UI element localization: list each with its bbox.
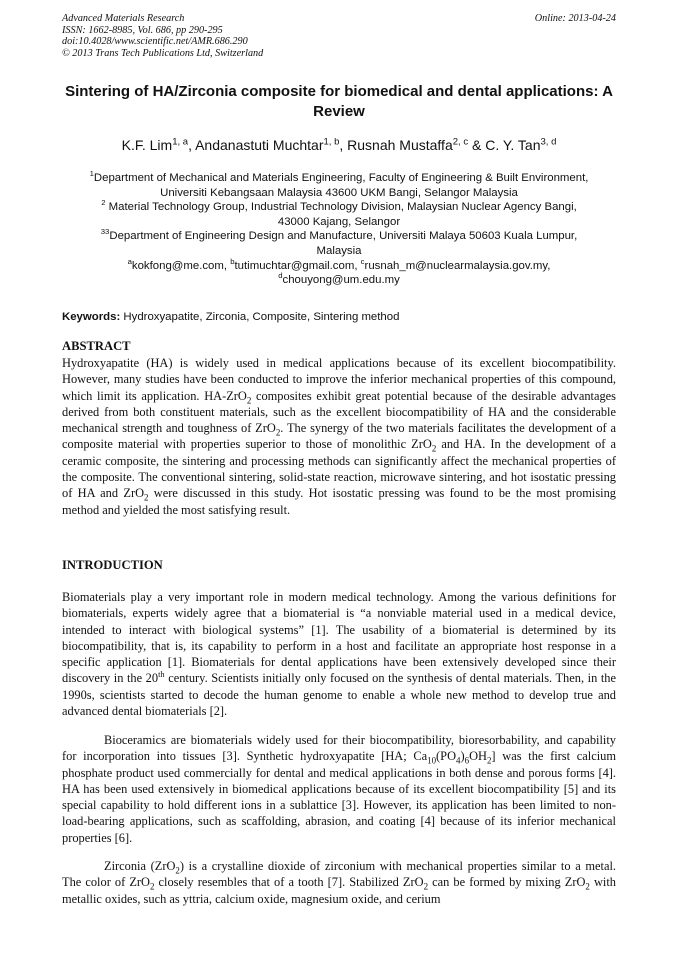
paragraph-text: (PO bbox=[436, 749, 457, 764]
subscript: 2 bbox=[431, 443, 437, 454]
subscript: 2 bbox=[149, 881, 155, 892]
email-marker: d bbox=[278, 271, 283, 281]
subscript: 2 bbox=[275, 427, 281, 438]
subscript: 10 bbox=[427, 755, 437, 766]
paragraph-text: with metallic oxides, such as yttria, calcium oxide, magnesium oxide, and cerium bbox=[62, 875, 616, 906]
subscript: 6 bbox=[464, 755, 470, 766]
subscript: 2 bbox=[175, 865, 180, 876]
affiliation-marker: 2 bbox=[101, 198, 106, 208]
keywords-text: Hydroxyapatite, Zirconia, Composite, Sintering method bbox=[120, 311, 400, 323]
superscript: th bbox=[158, 669, 165, 680]
author-sep: , bbox=[339, 137, 348, 153]
abstract-text: composites exhibit great potential because of the desirable advantages derived from both constituent materials, such as the excellent biocompatibility of HA and the considerable mechanical strength and toughness of ZrO bbox=[62, 388, 616, 436]
affiliation-3 bbox=[62, 229, 616, 244]
paragraph-text: ) bbox=[460, 749, 465, 764]
doi-line: doi:10.4028/www.scientific.net/AMR.686.290 bbox=[62, 36, 248, 48]
email-marker: a bbox=[127, 256, 132, 266]
author-sup: 1, a bbox=[172, 136, 189, 148]
subscript: 4 bbox=[456, 755, 461, 766]
abstract-heading: ABSTRACT bbox=[62, 339, 131, 353]
intro-paragraph-2 bbox=[62, 732, 616, 846]
author-sep: , bbox=[188, 137, 196, 153]
subscript: 2 bbox=[486, 755, 492, 766]
running-header bbox=[62, 13, 616, 59]
author-name: Andanastuti Muchtar bbox=[195, 137, 324, 153]
email-address: rusnah_m@nuclearmalaysia.gov.my, bbox=[364, 259, 551, 272]
paragraph-text: Biomaterials play a very important role in modern medical technology. Among the various definitions for biomaterials, experts widely agree that a biomaterial is “a nonviable material used in a medical device, intended to interact with biological systems” [1]. The usability of a biomaterial is determined by its biocompatibility, that is, its capability to perform in a host and facilitate an appropriate host response in a specific application [1]. Biomaterials for dental applications have been extensively developed since their discovery in the 20 bbox=[62, 590, 616, 686]
journal-name: Advanced Materials Research bbox=[62, 13, 185, 24]
subscript: 2 bbox=[585, 881, 590, 892]
author-name: C. Y. Tan bbox=[485, 137, 541, 153]
issn-line: ISSN: 1662-8985, Vol. 686, pp 290-295 bbox=[62, 24, 223, 36]
paragraph-text: OH bbox=[469, 749, 487, 764]
affiliation-2 bbox=[62, 200, 616, 215]
intro-paragraph-3 bbox=[62, 858, 616, 907]
paragraph-text: ] was the first calcium phosphate product used commercially for dental and medical applications in both dense and porous forms [4]. HA has been used extensively in biomedical applications because of its excellent biocompatibility [5] and its special capability to hold different ions in a sublattice [3]. However, its application has been limited to non-load-bearing applications, such as scaffolding, abrasion, and coating [4] because of its inferior mechanical properties [6]. bbox=[62, 749, 616, 845]
email-line-2 bbox=[62, 273, 616, 288]
paragraph-text: Bioceramics are biomaterials widely used for their biocompatibility, bioresorbability, and capability for incorporation into tissues [3]. Synthetic hydroxyapatite [HA; Ca bbox=[62, 733, 616, 764]
email-address: kokfong@me.com, bbox=[131, 259, 231, 272]
email-address: chouyong@um.edu.my bbox=[282, 274, 400, 287]
affiliation-text: Department of Engineering Design and Manufacture, Universiti Malaya 50603 Kuala Lumpur, bbox=[109, 230, 578, 243]
abstract-text: and HA. In the development of a ceramic composite, the sintering and processing methods can significantly affect the mechanical properties of the composite. The conventional sintering, solid-state reaction, microwave sintering, and hot isostatic pressing of HA and ZrO bbox=[62, 437, 616, 501]
subscript: 2 bbox=[144, 492, 149, 503]
introduction-heading: INTRODUCTION bbox=[62, 558, 163, 572]
author-list bbox=[40, 136, 638, 154]
paragraph-text: can be formed by mixing ZrO bbox=[428, 875, 586, 890]
paragraph-text: closely resembles that of a tooth [7]. Stabilized ZrO bbox=[154, 875, 424, 890]
keywords-label: Keywords: bbox=[62, 311, 121, 323]
author-sep: & bbox=[468, 137, 486, 153]
affiliation-text: Material Technology Group, Industrial Technology Division, Malaysian Nuclear Agency Bangi, bbox=[105, 201, 577, 214]
abstract-text: Hydroxyapatite (HA) is widely used in medical applications because of its excellent biocompatibility. However, many studies have been conducted to improve the inferior mechanical properties of this compound, which limit its application. HA-ZrO bbox=[62, 356, 616, 403]
affiliation-2-line-2: 43000 Kajang, Selangor bbox=[277, 215, 401, 228]
author-sup: 3, d bbox=[540, 136, 557, 148]
paragraph-text: Zirconia (ZrO bbox=[104, 859, 176, 873]
paragraph-text: century. Scientists initially only focused on the synthesis of dental materials. Then, in the 1990s, scientists started to decode the human genome to enable a whole new method to develop true and advanced dental biomaterials [2]. bbox=[62, 671, 616, 719]
affiliation-1-line-2: Universiti Kebangsaan Malaysia 43600 UKM Bangi, Selangor Malaysia bbox=[160, 186, 518, 199]
author-sup: 1, b bbox=[323, 136, 340, 148]
paper-title: Sintering of HA/Zirconia composite for biomedical and dental applications: A Review bbox=[65, 83, 613, 120]
affiliation-marker: 33 bbox=[100, 227, 110, 237]
email-line-1 bbox=[62, 256, 616, 274]
author-name: Rusnah Mustaffa bbox=[347, 137, 453, 153]
abstract-text: . The synergy of the two materials facilitates the development of a composite material with properties superior to those of monolithic ZrO bbox=[62, 421, 616, 452]
affiliations bbox=[62, 171, 616, 288]
intro-paragraph-1 bbox=[62, 589, 616, 719]
author-name: K.F. Lim bbox=[121, 137, 173, 153]
affiliation-3-line-2: Malaysia bbox=[316, 244, 362, 257]
affiliation-text: Department of Mechanical and Materials Engineering, Faculty of Engineering & Built Environment, bbox=[93, 172, 589, 184]
email-marker: c bbox=[360, 256, 365, 266]
email-marker: b bbox=[230, 256, 235, 266]
copyright-line: © 2013 Trans Tech Publications Ltd, Switzerland bbox=[62, 47, 264, 59]
paragraph-text: ) is a crystalline dioxide of zirconium with mechanical properties similar to a metal. The color of ZrO bbox=[62, 859, 616, 890]
email-address: tutimuchtar@gmail.com, bbox=[234, 259, 361, 272]
subscript: 2 bbox=[423, 881, 429, 892]
keywords bbox=[62, 310, 616, 324]
abstract-text: were discussed in this study. Hot isostatic pressing was found to be the most promising method and yielded the most satisfying result. bbox=[62, 486, 616, 517]
subscript: 2 bbox=[246, 395, 252, 406]
author-sup: 2, c bbox=[452, 136, 469, 148]
affiliation-1 bbox=[62, 171, 616, 186]
affiliation-marker: 1 bbox=[89, 169, 94, 179]
online-date: Online: 2013-04-24 bbox=[534, 13, 616, 24]
abstract-body bbox=[62, 355, 616, 518]
